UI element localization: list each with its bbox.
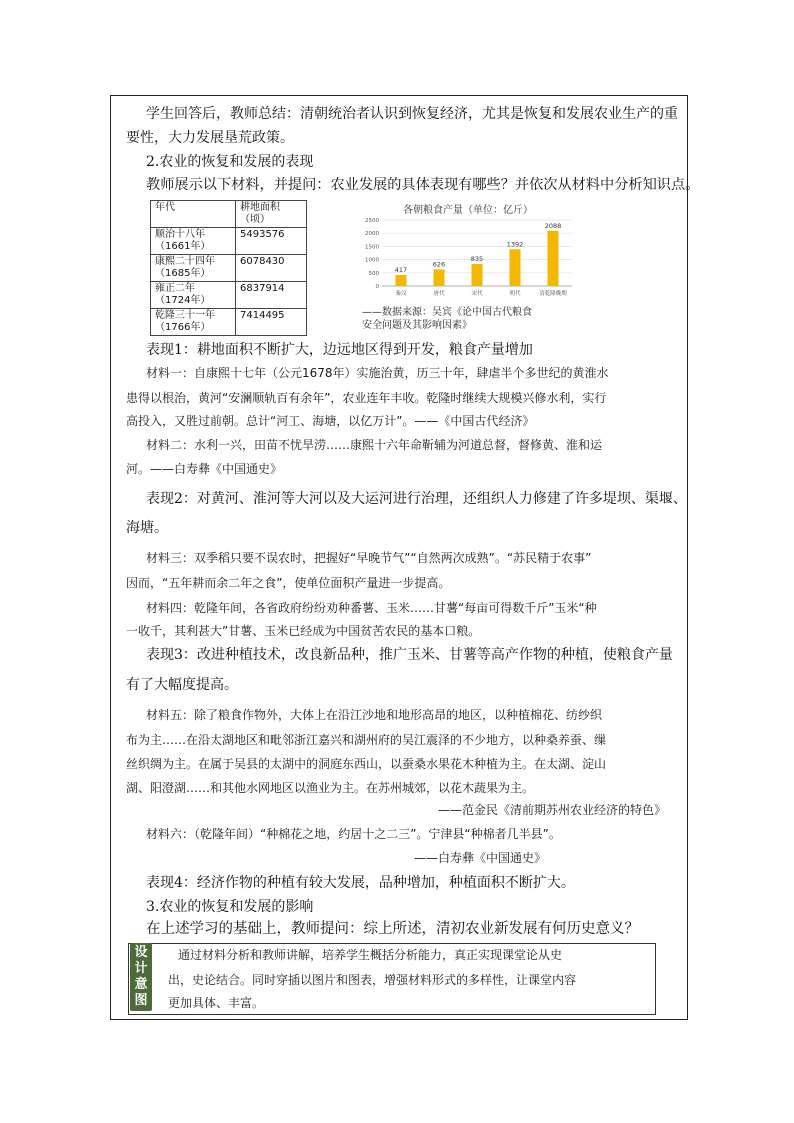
material-5-line3: 丝织绸为主。在属于吴县的太湖中的洞庭东西山，以蚕桑水果花木种植为主。在太湖、淀山 bbox=[126, 757, 607, 771]
design-intent-line3: 更加具体、丰富。 bbox=[168, 996, 265, 1010]
chart-source bbox=[362, 306, 532, 332]
y-tick-label: 1000 bbox=[365, 257, 379, 264]
material-3-line2: 因而，“五年耕而余二年之食”，使单位面积产量进一步提高。 bbox=[126, 576, 451, 590]
y-tick-label: 1500 bbox=[365, 244, 379, 251]
y-tick-label: 2000 bbox=[365, 231, 379, 238]
table-row bbox=[151, 228, 307, 255]
point-1: 表现1：耕地面积不断扩大，边远地区得到开发，粮食产量增加 bbox=[146, 342, 533, 358]
point-2-line2: 海塘。 bbox=[126, 520, 168, 536]
material-6-line1: 材料六：（乾隆年间）“种棉花之地，约居十之二三”。宁津县“种棉者几半县”。 bbox=[146, 827, 561, 841]
table-cell-era: 雍正二年 （1724年） bbox=[151, 282, 236, 309]
table-row bbox=[151, 255, 307, 282]
material-5-line2: 布为主……在沿太湖地区和毗邻浙江嘉兴和湖州府的吴江震泽的不少地方，以种桑养蚕、缫 bbox=[126, 733, 607, 747]
material-5-line1: 材料五：除了粮食作物外，大体上在沿江沙地和地形高昂的地区，以种植棉花、纺纱织 bbox=[146, 708, 603, 722]
design-intent-line2: 出，史论结合。同时穿插以图片和图表，增强材料形式的多样性，让课堂内容 bbox=[168, 973, 577, 987]
x-tick-label: 秦汉 bbox=[395, 291, 407, 297]
paragraph-final-question: 在上述学习的基础上，教师提问：综上所述，清初农业新发展有何历史意义？ bbox=[146, 921, 639, 937]
material-1-line3: 高投入，又胜过前朝。总计“河工、海塘，以亿万计”。——《中国古代经济》 bbox=[126, 414, 535, 428]
design-tag-char: 图 bbox=[134, 993, 148, 1008]
y-tick-label: 2500 bbox=[365, 218, 379, 224]
paragraph-summary-line2: 要性，大力发展垦荒政策。 bbox=[126, 130, 294, 146]
chart-source-line2: 安全问题及其影响因素》 bbox=[362, 320, 472, 331]
paragraph-teacher-question: 教师展示以下材料，并提问：农业发展的具体表现有哪些？并依次从材料中分析知识点。 bbox=[146, 177, 700, 193]
table-cell-area: 5493576 bbox=[236, 228, 307, 255]
table-cell-area: 7414495 bbox=[236, 309, 307, 336]
material-4-line2: 一收千，其利甚大”甘薯、玉米已经成为中国贫苦农民的基本口粮。 bbox=[126, 624, 481, 638]
material-6-source: ——白寿彝《中国通史》 bbox=[413, 851, 546, 865]
table-cell-area: 6078430 bbox=[236, 255, 307, 282]
table-row bbox=[151, 282, 307, 309]
table-header-area: 耕地面积（顷） bbox=[236, 201, 307, 228]
bar-data-label: 835 bbox=[470, 254, 484, 263]
farmland-table bbox=[150, 200, 307, 336]
material-4-line1: 材料四：乾隆年间，各省政府纷纷劝种番薯、玉米……甘薯“每亩可得数千斤”玉米“种 bbox=[146, 601, 597, 615]
design-tag-char: 计 bbox=[134, 961, 148, 976]
point-3-line1: 表现3：改进种植技术，改良新品种，推广玉米、甘薯等高产作物的种植，使粮食产量 bbox=[146, 647, 673, 663]
chart-source-line1: ——数据来源：吴宾《论中国古代粮食 bbox=[362, 307, 532, 318]
chart-bar bbox=[510, 249, 521, 286]
section-heading-2: 2.农业的恢复和发展的表现 bbox=[146, 154, 314, 170]
material-1-line2: 患得以根治，黄河“安澜顺轨百有余年”，农业连年丰收。乾隆时继续大规模兴修水利，实行 bbox=[126, 391, 607, 405]
table-cell-area: 6837914 bbox=[236, 282, 307, 309]
table-header-era: 年代 bbox=[151, 201, 236, 228]
material-1-line1: 材料一：自康熙十七年（公元1678年）实施治黄，历三十年，肆虐半个多世纪的黄淮水 bbox=[146, 366, 609, 380]
x-tick-label: 宋代 bbox=[471, 291, 483, 297]
y-tick-label: 500 bbox=[368, 270, 379, 277]
chart-title: 各朝粮食产量（单位：亿斤） bbox=[403, 205, 533, 216]
material-5-line4: 湖、阳澄湖……和其他水网地区以渔业为主。在苏州城郊，以花木蔬果为主。 bbox=[126, 781, 535, 795]
table-cell-era: 顺治十八年 （1661年） bbox=[151, 228, 236, 255]
chart-bar bbox=[472, 264, 483, 286]
bar-data-label: 626 bbox=[432, 260, 446, 269]
design-intent-tag bbox=[130, 943, 152, 1011]
point-4: 表现4：经济作物的种植有较大发展，品种增加，种植面积不断扩大。 bbox=[146, 875, 575, 891]
table-cell-era: 康熙二十四年 （1685年） bbox=[151, 255, 236, 282]
grain-output-chart bbox=[360, 198, 580, 304]
design-tag-char: 设 bbox=[134, 945, 148, 960]
bar-data-label: 417 bbox=[394, 265, 408, 274]
x-tick-label: 明代 bbox=[509, 291, 521, 297]
material-2-line2: 河。——白寿彝《中国通史》 bbox=[126, 462, 283, 476]
y-tick-label: 0 bbox=[375, 284, 379, 290]
design-tag-char: 意 bbox=[134, 977, 148, 992]
material-3-line1: 材料三：双季稻只要不误农时，把握好“早晚节气”“自然两次成熟”。“苏民精于农事” bbox=[146, 551, 592, 565]
design-intent-line1: 通过材料分析和教师讲解，培养学生概括分析能力，真正实现课堂论从史 bbox=[178, 948, 563, 962]
x-tick-label: 清乾隆晚期 bbox=[539, 291, 567, 297]
material-5-source: ——范金民《清前期苏州农业经济的特色》 bbox=[437, 803, 666, 817]
x-tick-label: 唐代 bbox=[433, 291, 445, 297]
chart-bar bbox=[548, 231, 559, 286]
point-2-line1: 表现2：对黄河、淮河等大河以及大运河进行治理，还组织人力修建了许多堤坝、渠堰、 bbox=[146, 491, 687, 507]
table-cell-era: 乾隆三十一年 （1766年） bbox=[151, 309, 236, 336]
table-header-row bbox=[151, 201, 307, 228]
table-row bbox=[151, 309, 307, 336]
section-heading-3: 3.农业的恢复和发展的影响 bbox=[146, 899, 314, 915]
chart-bar bbox=[396, 275, 407, 286]
bar-data-label: 2088 bbox=[544, 221, 562, 230]
point-3-line2: 有了大幅度提高。 bbox=[126, 677, 238, 693]
chart-bar bbox=[434, 269, 445, 286]
paragraph-summary-line1: 学生回答后，教师总结：清朝统治者认识到恢复经济，尤其是恢复和发展农业生产的重 bbox=[146, 106, 678, 122]
material-2-line1: 材料二：水利一兴，田苗不忧旱涝……康熙十六年命靳辅为河道总督，督修黄、淮和运 bbox=[146, 438, 603, 452]
bar-data-label: 1392 bbox=[506, 240, 524, 249]
